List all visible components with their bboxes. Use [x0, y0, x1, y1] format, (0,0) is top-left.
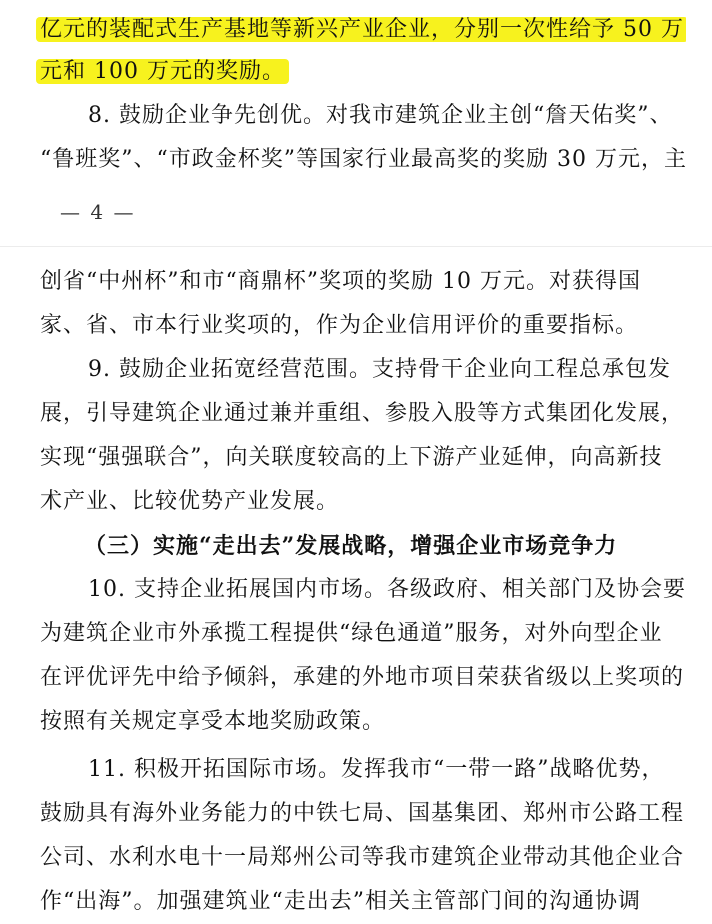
paragraph-line: 8. 鼓励企业争先创优。对我市建筑企业主创“詹天佑奖”、: [88, 103, 673, 128]
paragraph-line: 按照有关规定享受本地奖励政策。: [40, 709, 386, 734]
highlighted-line-2: 元和 100 万元的奖励。: [36, 58, 686, 86]
paragraph-line: 术产业、比较优势产业发展。: [40, 489, 340, 514]
paragraph-line: 9. 鼓励企业拓宽经营范围。支持骨干企业向工程总承包发: [88, 357, 671, 382]
paragraph-line: 10. 支持企业拓展国内市场。各级政府、相关部门及协会要: [88, 577, 686, 602]
paragraph-line: 11. 积极开拓国际市场。发挥我市“一带一路”战略优势，: [88, 757, 665, 782]
paragraph-line: 创省“中州杯”和市“商鼎杯”奖项的奖励 10 万元。对获得国: [40, 269, 641, 294]
paragraph-line: 在评优评先中给予倾斜，承建的外地市项目荣获省级以上奖项的: [40, 665, 685, 690]
paragraph-line: 鼓励具有海外业务能力的中铁七局、国基集团、郑州市公路工程: [40, 801, 685, 826]
section-heading: （三）实施“走出去”发展战略，增强企业市场竞争力: [84, 533, 618, 559]
paragraph-line: 作“出海”。加强建筑业“走出去”相关主管部门间的沟通协调: [40, 889, 641, 914]
paragraph-line: 公司、水利水电十一局郑州公司等我市建筑企业带动其他企业合: [40, 845, 685, 870]
page-number: — 4 —: [60, 200, 136, 224]
paragraph-line: 为建筑企业市外承揽工程提供“绿色通道”服务，对外向型企业: [40, 621, 663, 646]
paragraph-line: 家、省、市本行业奖项的，作为企业信用评价的重要指标。: [40, 313, 639, 338]
paragraph-line: “鲁班奖”、“市政金杯奖”等国家行业最高奖的奖励 30 万元，主: [40, 147, 687, 172]
paragraph-line: 展，引导建筑企业通过兼并重组、参股入股等方式集团化发展，: [40, 401, 685, 426]
highlighted-line-1: 亿元的装配式生产基地等新兴产业企业，分别一次性给予 50 万: [36, 16, 686, 44]
page-divider: [0, 246, 712, 247]
paragraph-line: 实现“强强联合”，向关联度较高的上下游产业延伸，向高新技: [40, 445, 663, 470]
